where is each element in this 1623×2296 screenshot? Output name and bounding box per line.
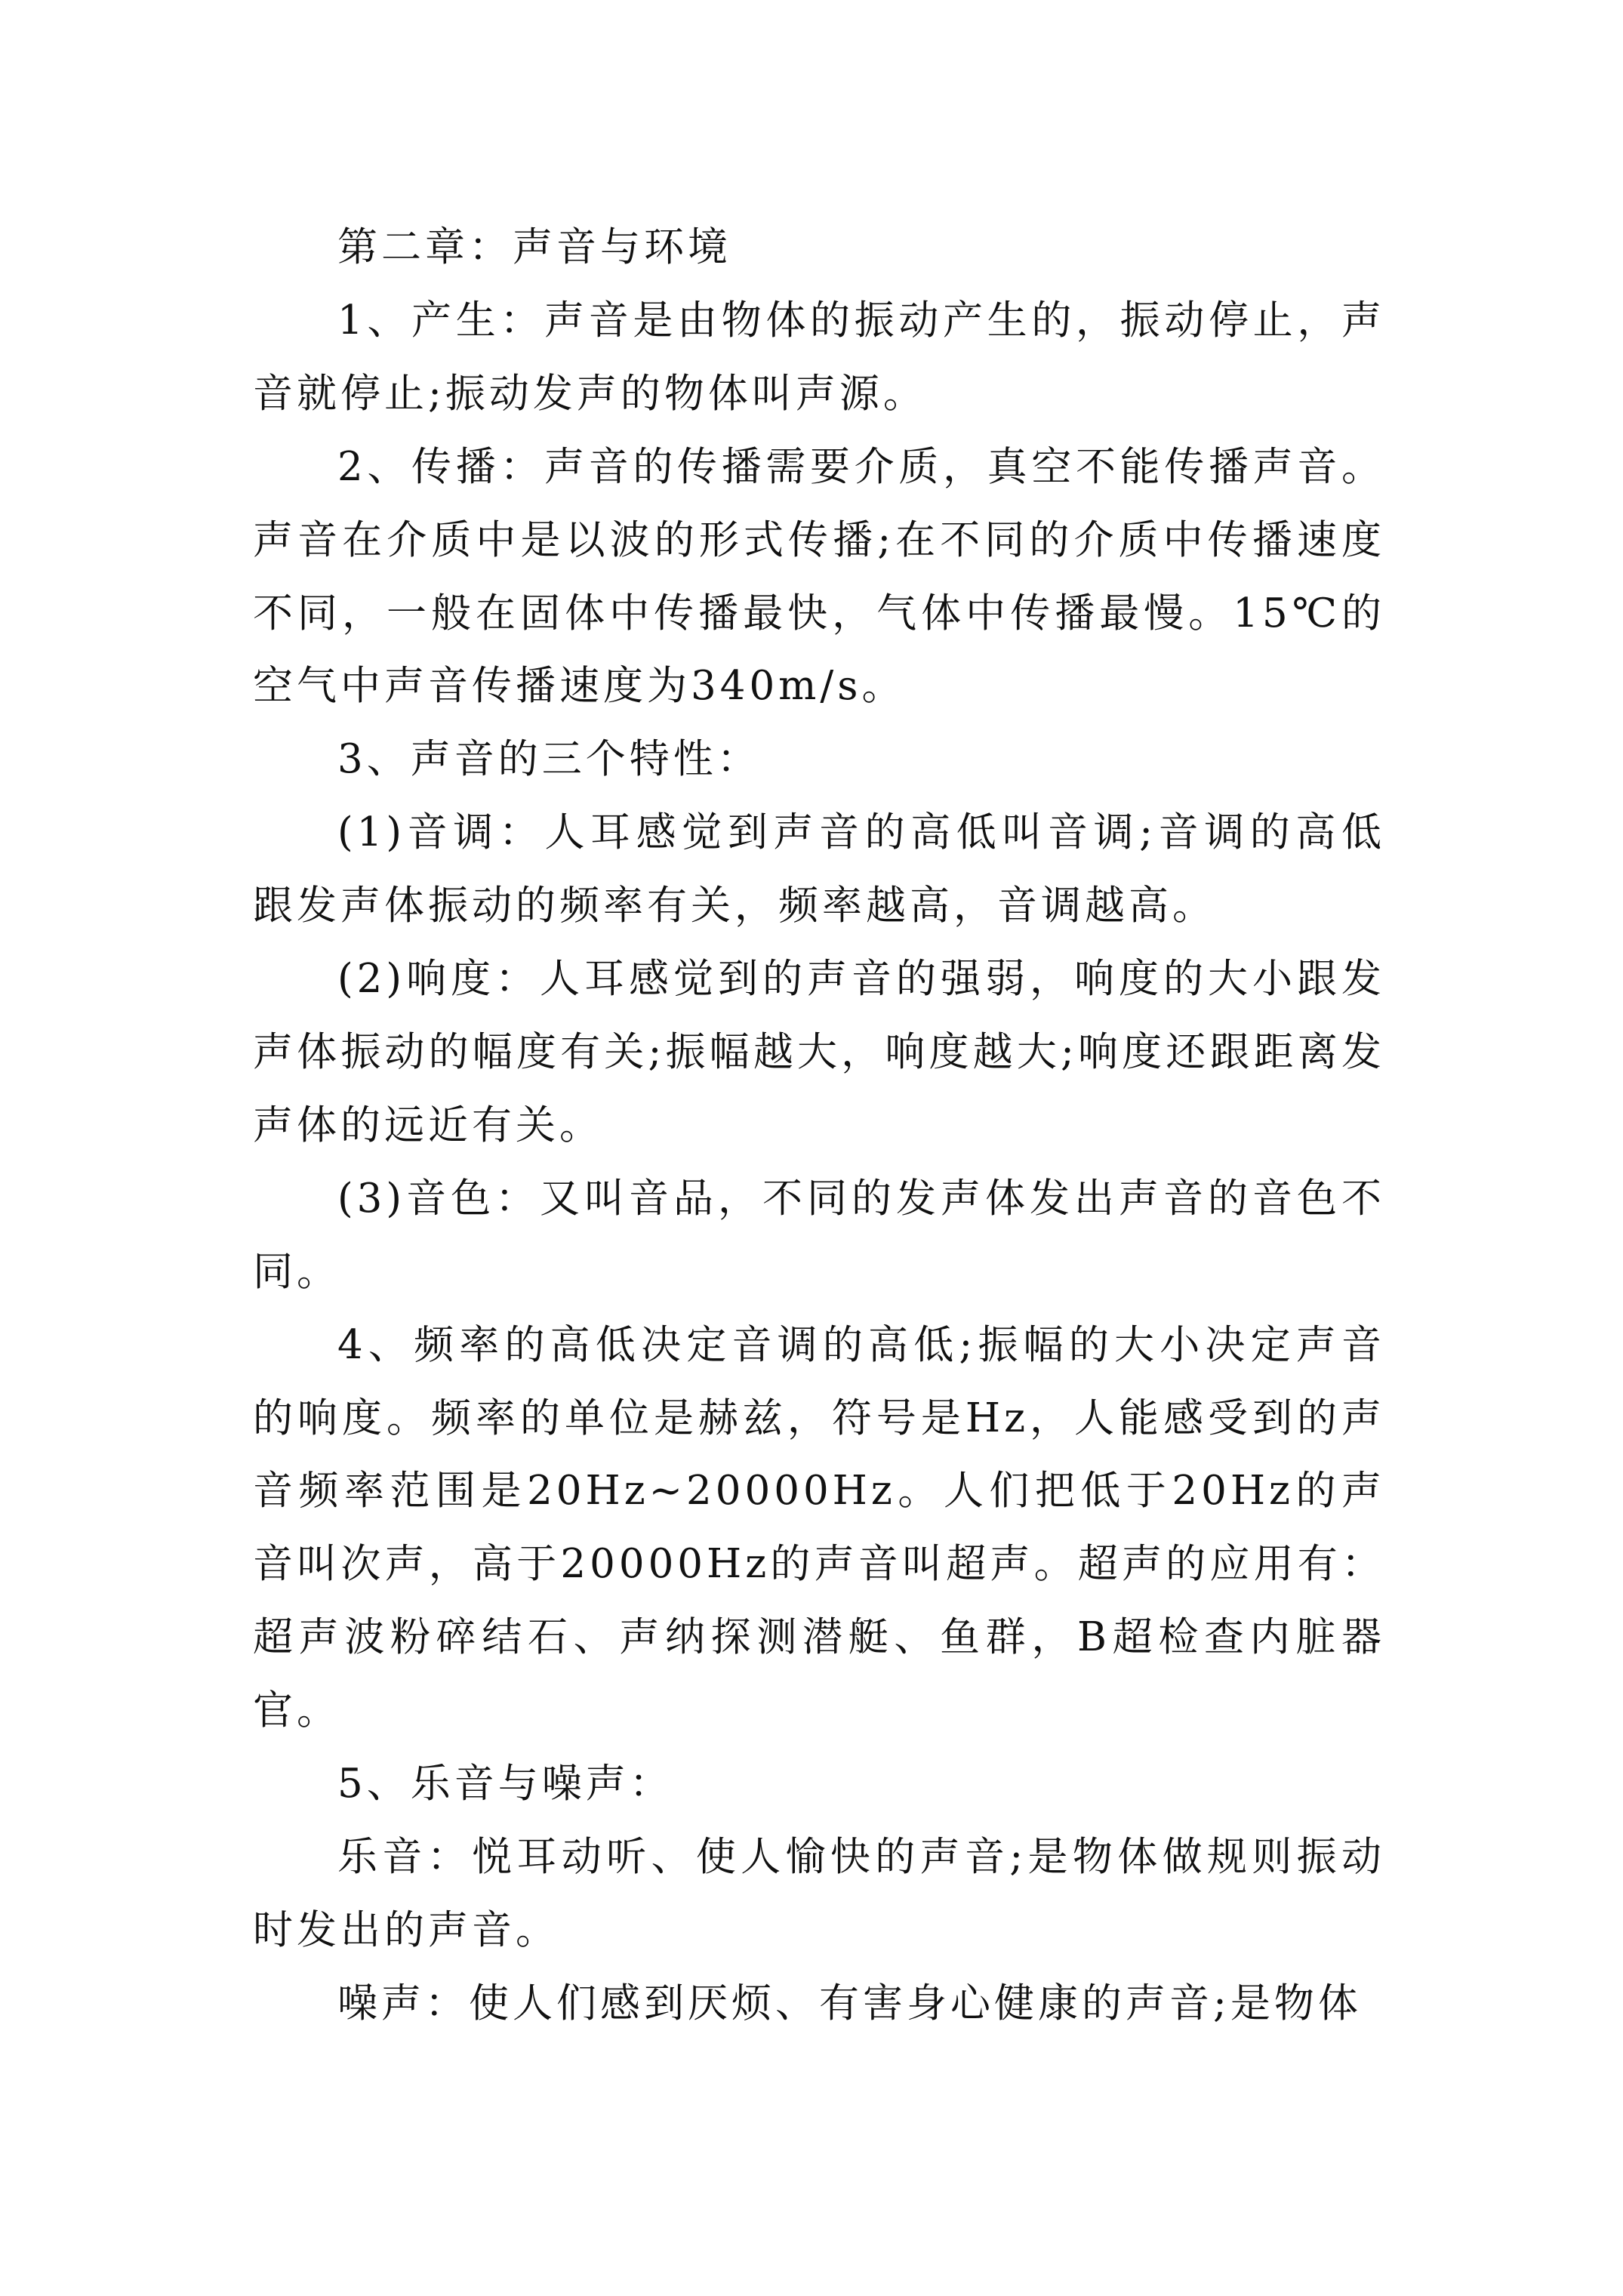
paragraph-noise: 噪声：使人们感到厌烦、有害身心健康的声音;是物体: [337, 1980, 1362, 2026]
paragraph-musical-sound: 乐音：悦耳动听、使人愉快的声音;是物体做规则振动时发出的声音。: [253, 1833, 1385, 1953]
paragraph-three-properties: 3、声音的三个特性：: [337, 736, 761, 783]
document-body: [253, 211, 1385, 2041]
paragraph-production: 1、产生：声音是由物体的振动产生的，振动停止，声音就停止;振动发声的物体叫声源。: [253, 297, 1385, 417]
paragraph-pitch: (1)音调：人耳感觉到声音的高低叫音调;音调的高低跟发声体振动的频率有关，频率越高，音调越高。: [253, 809, 1385, 929]
chapter-heading: 第二章：声音与环境: [337, 224, 731, 270]
paragraph-loudness: (2)响度：人耳感觉到的声音的强弱，响度的大小跟发声体振动的幅度有关;振幅越大，响度越大;响度还跟距离发声体的远近有关。: [253, 956, 1385, 1148]
paragraph-frequency: 4、频率的高低决定音调的高低;振幅的大小决定声音的响度。频率的单位是赫兹，符号是Hz，人能感受到的声音频率范围是20Hz~20000Hz。人们把低于20Hz的声音叫次声，高于20000Hz的声音叫超声。超声的应用有：超声波粉碎结石、声纳探测潜艇、鱼群，B超检查内脏器官。: [253, 1321, 1385, 1734]
paragraph-propagation: 2、传播：声音的传播需要介质，真空不能传播声音。声音在介质中是以波的形式传播;在不同的介质中传播速度不同，一般在固体中传播最快，气体中传播最慢。15℃的空气中声音传播速度为340m/s。: [253, 443, 1385, 710]
paragraph-music-noise-heading: 5、乐音与噪声：: [337, 1761, 673, 1808]
paragraph-timbre: (3)音色：又叫音品，不同的发声体发出声音的音色不同。: [253, 1175, 1385, 1295]
